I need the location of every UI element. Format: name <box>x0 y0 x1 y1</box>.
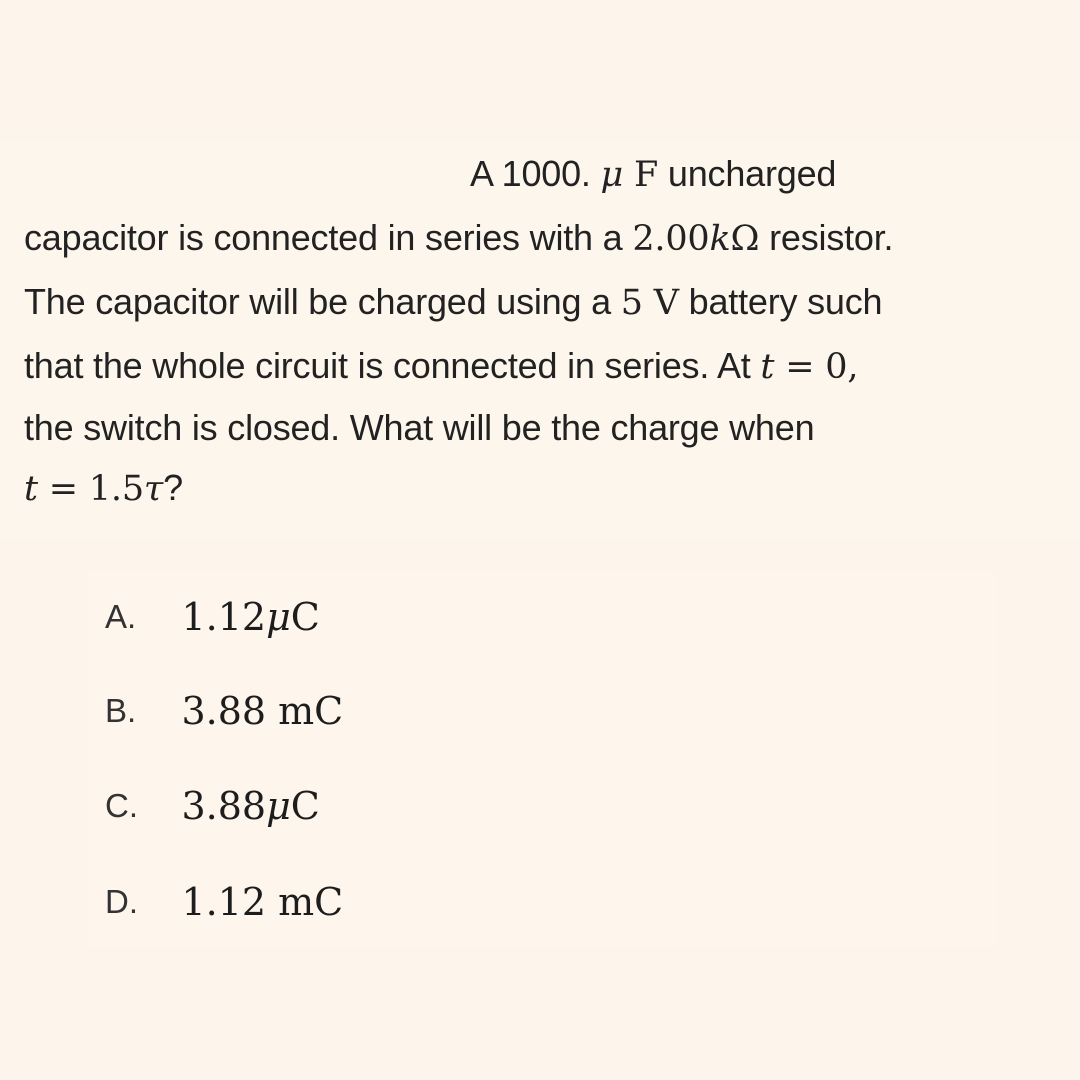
question-line-3 <box>24 280 882 325</box>
question-line-1 <box>470 152 836 197</box>
tau-symbol: τ <box>143 469 164 509</box>
resistance-value: 2.00 <box>632 219 710 259</box>
option-unit: C <box>290 784 320 828</box>
question-text: The capacitor will be charged using a <box>24 281 611 322</box>
option-letter: C. <box>105 787 138 824</box>
kilo-symbol: k <box>709 219 731 259</box>
question-text: that the whole circuit is connected in series. At <box>24 345 751 386</box>
time-variable: t <box>24 469 38 509</box>
option-number: 3.88 mC <box>181 689 344 733</box>
voltage-math: 5 V <box>620 283 679 323</box>
option-number: 1.12 <box>181 595 267 639</box>
option-d[interactable] <box>105 877 343 927</box>
question-text: A 1000. <box>470 153 591 194</box>
question-line-2 <box>24 216 893 261</box>
time-tau-value: = 1.5 <box>37 469 144 509</box>
question-text: uncharged <box>667 153 837 194</box>
capacitance-math <box>601 155 659 195</box>
option-letter: D. <box>105 883 138 920</box>
option-b[interactable] <box>105 686 343 736</box>
option-number: 3.88 <box>181 784 267 828</box>
ohm-symbol: Ω <box>730 219 760 259</box>
option-value <box>181 781 319 831</box>
option-number: 1.12 mC <box>181 880 344 924</box>
option-letter: A. <box>105 598 137 635</box>
option-value <box>181 592 319 642</box>
mu-symbol: μ <box>266 595 291 639</box>
question-line-4 <box>24 344 858 389</box>
question-text: battery such <box>688 281 883 322</box>
question-mark: ? <box>163 467 183 508</box>
farad-unit: F <box>623 155 659 195</box>
question-text: capacitor is connected in series with a <box>24 217 623 258</box>
option-value <box>181 877 343 927</box>
option-c[interactable] <box>105 781 320 831</box>
mu-symbol: μ <box>600 155 624 195</box>
question-line-6 <box>24 466 183 511</box>
mu-symbol: μ <box>266 784 291 828</box>
time-zero-math <box>760 347 858 387</box>
question-text: the switch is closed. What will be the charge when <box>24 407 815 448</box>
option-letter: B. <box>105 692 137 729</box>
time-variable: t <box>760 347 775 387</box>
option-value <box>181 686 343 736</box>
option-unit: C <box>290 595 320 639</box>
time-zero-value: = 0, <box>774 347 859 387</box>
time-tau-math <box>24 469 163 509</box>
question-text: resistor. <box>769 217 894 258</box>
resistance-math <box>632 219 759 259</box>
question-line-5 <box>24 406 814 450</box>
option-a[interactable] <box>105 592 320 642</box>
